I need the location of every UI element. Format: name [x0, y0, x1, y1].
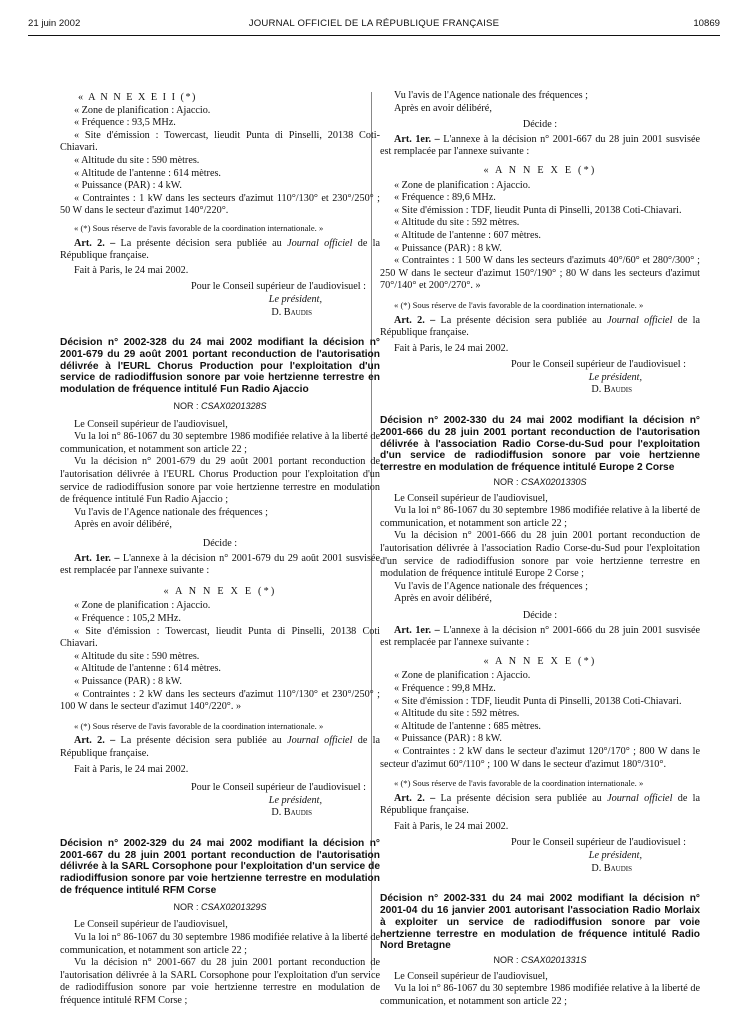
done-at: Fait à Paris, le 24 mai 2002. [394, 820, 509, 832]
nor-code: CSAX0201331S [520, 955, 587, 966]
article-text: L'annexe à la décision n° 2001-666 du 28 juin 2001 susvisée est remplacée par l'annexe suivante : [380, 624, 700, 649]
annex-title: « A N N E X E (*) [163, 585, 277, 597]
article-1 [380, 134, 700, 159]
decide-heading: Décide : [522, 119, 558, 131]
header-date: 21 juin 2002 [28, 18, 81, 29]
right-column [380, 92, 700, 1009]
article-journal: Journal officiel [607, 314, 673, 326]
signature-role: Le président, [268, 293, 322, 305]
annex-line: « Puissance (PAR) : 8 kW. [74, 675, 182, 687]
body-line: Après en avoir délibéré, [394, 102, 492, 114]
decision-title: Décision n° 2002-328 du 24 mai 2002 modifiant la décision n° 2001-679 du 29 août 2001 portant reconduction de l'autorisation délivrée à l'EURL Chorus Production pour l'exploitation d'un service de radiodiffusion sonore par voie hertzienne terrestre en modulation de fréquence intitulé Fun Radio Ajaccio [60, 337, 380, 396]
nor-reference [60, 901, 380, 914]
annex-line: « Site d'émission : TDF, lieudit Punta di Pinselli, 20138 Coti-Chiavari. [394, 204, 682, 216]
body-line: Vu l'avis de l'Agence nationale des fréquences ; [74, 506, 268, 518]
body-line: Le Conseil supérieur de l'audiovisuel, [394, 492, 548, 504]
annex-line: « Altitude de l'antenne : 685 mètres. [394, 720, 541, 732]
header-rule [28, 35, 720, 36]
annex-note: « (*) Sous réserve de l'avis favorable de la coordination internationale. » [74, 222, 324, 233]
signature-name: D. Baudis [591, 862, 632, 874]
annex-note: « (*) Sous réserve de l'avis favorable de la coordination internationale. » [394, 778, 644, 789]
body-line: Vu l'avis de l'Agence nationale des fréquences ; [394, 90, 588, 101]
body-line: Le Conseil supérieur de l'audiovisuel, [74, 418, 228, 430]
body-line: Vu la loi n° 86-1067 du 30 septembre 1986 modifiée relative à la liberté de communication, et notamment son article 22 ; [60, 932, 380, 956]
signature-name: D. Baudis [271, 807, 312, 819]
annex-line: « Zone de planification : Ajaccio. [394, 179, 531, 191]
decision-title: Décision n° 2002-331 du 24 mai 2002 modifiant la décision n° 2001-04 du 16 janvier 2001 autorisant l'association Radio Morlaix à exploiter un service de radiodiffusion sonore par voie hertzienne terrestre en modulation de fréquence intitulé Radio Nord Bretagne [380, 893, 700, 952]
article-label: Art. 1er. – [394, 133, 440, 145]
left-column [60, 92, 380, 1008]
page-header [28, 16, 720, 32]
article-journal: Journal officiel [607, 792, 673, 804]
article-text: La présente décision sera publiée au [115, 735, 288, 747]
article-2 [60, 735, 380, 760]
annex-line: « Fréquence : 99,8 MHz. [394, 682, 496, 694]
annex-line: « Contraintes : 2 kW dans le secteur d'azimut 120°/170° ; 800 W dans le secteur d'azimut 60°/110° ; 100 W dans le secteur d'azimut 180°/310°. [380, 745, 700, 770]
body-line: Vu la loi n° 86-1067 du 30 septembre 1986 modifiée relative à la liberté de communication, et notamment son article 22 ; [380, 983, 700, 1008]
body-line: Vu la loi n° 86-1067 du 30 septembre 1986 modifiée relative à la liberté de communication, et notamment son article 22 ; [60, 431, 380, 455]
done-at: Fait à Paris, le 24 mai 2002. [74, 264, 189, 276]
header-page-number: 10869 [693, 18, 720, 29]
article-text: L'annexe à la décision n° 2001-667 du 28 juin 2001 susvisée est remplacée par l'annexe suivante : [380, 133, 700, 158]
article-text: La présente décision sera publiée au [435, 792, 608, 804]
article-2 [380, 793, 700, 818]
decision-title: Décision n° 2002-330 du 24 mai 2002 modifiant la décision n° 2001-666 du 28 juin 2001 portant reconduction de l'autorisation délivrée à l'association Radio Corse-du-Sud pour l'exploitation d'un service de radiodiffusion sonore par voie hertzienne terrestre en modulation de fréquence intitulé Europe 2 Corse [380, 415, 700, 474]
article-2 [60, 238, 380, 263]
nor-label: NOR : [173, 401, 201, 412]
signature-name: D. Baudis [271, 306, 312, 318]
annex-title: « A N N E X E I I (*) [78, 92, 197, 103]
annex-line: « Site d'émission : Towercast, lieudit Punta di Pinselli, 20138 Coti Chiavari. [60, 625, 380, 650]
nor-reference [380, 476, 700, 489]
body-line: Après en avoir délibéré, [74, 519, 172, 531]
annex-line: « Site d'émission : Towercast, lieudit Punta di Pinselli, 20138 Coti-Chiavari. [60, 129, 380, 154]
annex-line: « Altitude du site : 592 mètres. [394, 708, 520, 720]
nor-reference [380, 954, 700, 967]
article-text: La présente décision sera publiée au [435, 314, 608, 326]
annex-line: « Altitude de l'antenne : 614 mètres. [74, 167, 221, 179]
article-tail: de la République française. [380, 792, 701, 817]
body-line: Le Conseil supérieur de l'audiovisuel, [74, 919, 228, 931]
annex-line: « Fréquence : 105,2 MHz. [74, 612, 181, 624]
signature-line: Pour le Conseil supérieur de l'audiovisuel : [191, 281, 366, 293]
article-journal: Journal officiel [287, 237, 353, 249]
annex-line: « Fréquence : 89,6 MHz. [394, 192, 496, 204]
article-text: L'annexe à la décision n° 2001-679 du 29 août 2001 susvisée est remplacée par l'annexe suivante : [60, 552, 380, 577]
annex-note: « (*) Sous réserve de l'avis favorable de la coordination internationale. » [394, 299, 644, 310]
annex-lines [60, 105, 380, 218]
body-line: Vu la décision n° 2001-667 du 28 juin 2001 portant reconduction de l'autorisation délivrée à la SARL Corsophone pour l'exploitation d'un service de radiodiffusion sonore par voie hertzienne terrestre en modulation de fréquence intitulé RFM Corse ; [60, 957, 380, 1007]
article-label: Art. 2. – [394, 792, 436, 804]
annex-line: « Altitude de l'antenne : 607 mètres. [394, 229, 541, 241]
annex-line: « Altitude de l'antenne : 614 mètres. [74, 663, 221, 675]
annex-line: « Contraintes : 1 kW dans les secteurs d'azimut 110°/130° et 230°/250° ; 50 W dans le secteur d'azimut 140°/220°. [60, 192, 380, 217]
nor-code: CSAX0201329S [200, 901, 267, 912]
article-label: Art. 2. – [394, 314, 436, 326]
nor-label: NOR : [493, 477, 521, 488]
annex-line: « Altitude du site : 592 mètres. [394, 217, 520, 229]
signature-line: Pour le Conseil supérieur de l'audiovisuel : [191, 782, 366, 794]
nor-reference [60, 400, 380, 413]
annex-line: « Zone de planification : Ajaccio. [394, 670, 531, 682]
annex-line: « Contraintes : 1 500 W dans les secteurs d'azimuts 40°/60° et 280°/300° ; 250 W dans le secteur d'azimut 150°/190° ; 80 W dans les secteurs d'azimut 70°/140° et 200°/270°. » [380, 255, 700, 292]
article-label: Art. 2. – [74, 237, 116, 249]
article-2 [380, 315, 700, 340]
article-1 [380, 625, 700, 650]
body-line: Le Conseil supérieur de l'audiovisuel, [394, 970, 548, 982]
annex-title: « A N N E X E (*) [483, 655, 597, 667]
annex-line: « Puissance (PAR) : 4 kW. [74, 180, 182, 192]
article-tail: de la République française. [60, 735, 381, 759]
signature-role: Le président, [588, 371, 642, 383]
annex-line: « Puissance (PAR) : 8 kW. [394, 242, 502, 254]
decide-heading: Décide : [522, 609, 558, 621]
article-tail: de la République française. [380, 314, 701, 339]
annex-line: « Altitude du site : 590 mètres. [74, 650, 200, 662]
signature-role: Le président, [268, 794, 322, 806]
header-journal-title: JOURNAL OFFICIEL DE LA RÉPUBLIQUE FRANÇAISE [248, 18, 500, 29]
annex-line: « Contraintes : 2 kW dans les secteurs d'azimut 110°/130° et 230°/250° ; 100 W dans le secteur d'azimut 140°/220°. » [60, 688, 380, 713]
annex-line: « Puissance (PAR) : 8 kW. [394, 733, 502, 745]
signature-name: D. Baudis [591, 384, 632, 396]
annex-line: « Site d'émission : TDF, lieudit Punta di Pinselli, 20138 Coti-Chiavari. [394, 695, 682, 707]
nor-label: NOR : [493, 955, 521, 966]
article-text: La présente décision sera publiée au [115, 237, 288, 249]
signature-line: Pour le Conseil supérieur de l'audiovisuel : [511, 359, 686, 371]
done-at: Fait à Paris, le 24 mai 2002. [394, 342, 509, 354]
nor-code: CSAX0201330S [520, 477, 587, 488]
article-1 [60, 553, 380, 578]
signature-role: Le président, [588, 850, 642, 862]
body-line: Vu la décision n° 2001-679 du 29 août 2001 portant reconduction de l'autorisation délivrée à l'EURL Chorus Production pour l'exploitation d'un service de radiodiffusion sonore par voie hertzienne terrestre en modulation de fréquence intitulé Fun Radio Ajaccio ; [60, 456, 380, 506]
annex-title: « A N N E X E (*) [483, 164, 597, 176]
body-line: Vu l'avis de l'Agence nationale des fréquences ; [394, 580, 588, 592]
signature-line: Pour le Conseil supérieur de l'audiovisuel : [511, 837, 686, 849]
article-label: Art. 1er. – [74, 552, 120, 564]
decide-heading: Décide : [202, 538, 238, 550]
article-tail: de la République française. [60, 237, 381, 262]
nor-label: NOR : [173, 901, 201, 912]
body-line: Vu la loi n° 86-1067 du 30 septembre 1986 modifiée relative à la liberté de communication, et notamment son article 22 ; [380, 505, 700, 529]
article-label: Art. 1er. – [394, 624, 440, 636]
body-line: Vu la décision n° 2001-666 du 28 juin 2001 portant reconduction de l'autorisation délivrée à l'association Radio Corse-du-Sud pour l'exploitation d'un service de radiodiffusion sonore par voie hertzienne terrestre en modulation de fréquence intitulé Europe 2 Corse ; [380, 530, 700, 580]
annex-note: « (*) Sous réserve de l'avis favorable de la coordination internationale. » [74, 720, 324, 731]
annex-line: « Zone de planification : Ajaccio. [74, 600, 211, 612]
nor-code: CSAX0201328S [200, 401, 267, 412]
decision-title: Décision n° 2002-329 du 24 mai 2002 modifiant la décision n° 2001-667 du 28 juin 2001 portant reconduction de l'autorisation délivrée à la SARL Corsophone pour l'exploitation d'un service de radiodiffusion sonore par voie hertzienne terrestre en modulation de fréquence intitulé RFM Corse [60, 837, 380, 897]
annex-line: « Altitude du site : 590 mètres. [74, 154, 200, 166]
article-label: Art. 2. – [74, 735, 116, 747]
annex-line: « Zone de planification : Ajaccio. [74, 104, 211, 116]
done-at: Fait à Paris, le 24 mai 2002. [74, 763, 189, 775]
body-line: Après en avoir délibéré, [394, 593, 492, 605]
annex-line: « Fréquence : 93,5 MHz. [74, 117, 176, 129]
article-journal: Journal officiel [287, 735, 353, 747]
